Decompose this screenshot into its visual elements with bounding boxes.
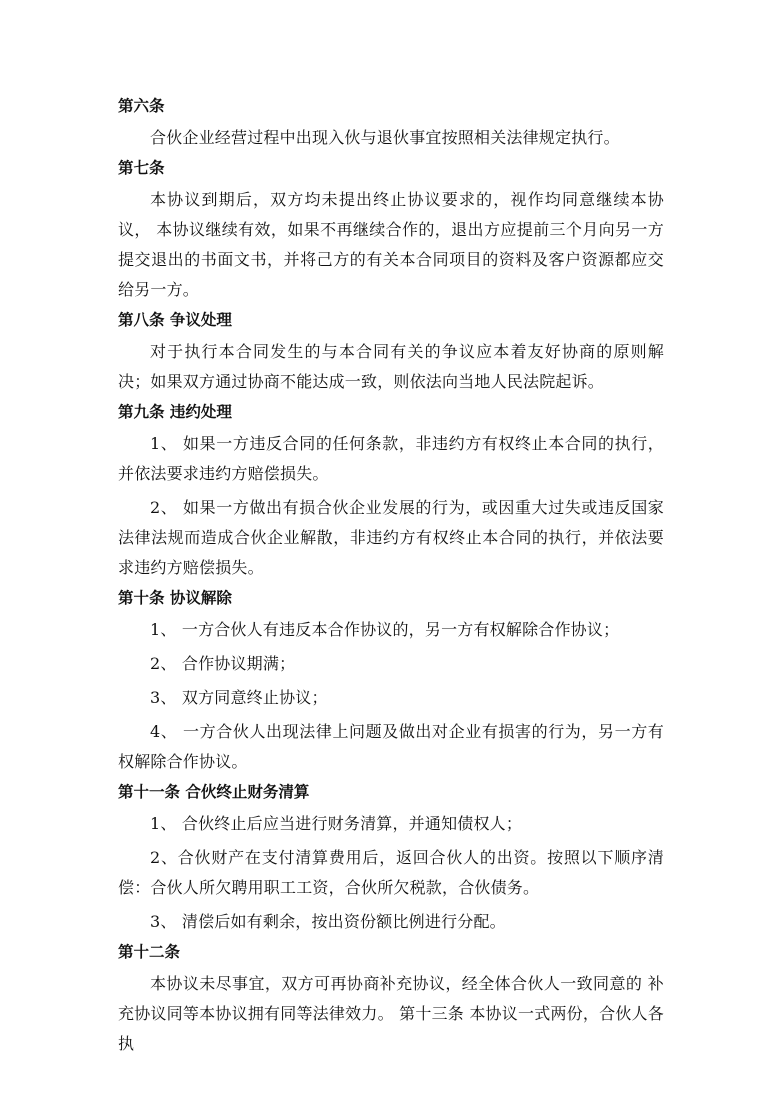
section-10-paragraph-1: 1、 一方合伙人有违反本合作协议的，另一方有权解除合作协议； bbox=[150, 620, 620, 639]
section-9-title: 第九条 违约处理 bbox=[118, 403, 232, 421]
section-10-title: 第十条 协议解除 bbox=[118, 589, 232, 607]
section-11-paragraph-1: 1、 合伙终止后应当进行财务清算，并通知债权人； bbox=[150, 814, 523, 833]
section-10-paragraph-4: 4、 一方合伙人出现法律上问题及做出对企业有损害的行为，另一方有 权解除合作协议。 bbox=[118, 722, 664, 771]
section-6-title: 第六条 bbox=[118, 97, 165, 115]
section-9-paragraph-2: 2、 如果一方做出有损合伙企业发展的行为，或因重大过失或违反国家 法律法规而造成合伙企业解散，非违约方有权终止本合同的执行，并依法要求违约方赔偿损失。 bbox=[118, 498, 664, 577]
section-11-paragraph-3: 3、 清偿后如有剩余，按出资份额比例进行分配。 bbox=[150, 912, 506, 931]
section-12-title: 第十二条 bbox=[118, 943, 181, 961]
section-12-paragraph-1: 本协议未尽事宜，双方可再协商补充协议，经全体合伙人一致同意的 补充协议同等本协议拥有同等法律效力。 第十三条 本协议一式两份，合伙人各执 bbox=[118, 974, 664, 1053]
section-10-paragraph-2: 2、 合作协议期满； bbox=[150, 654, 296, 673]
section-11-paragraph-2: 2、合伙财产在支付清算费用后，返回合伙人的出资。按照以下顺序清 偿：合伙人所欠聘用职工工资，合伙所欠税款，合伙债务。 bbox=[118, 848, 664, 897]
section-7-paragraph-1: 本协议到期后，双方均未提出终止协议要求的，视作均同意继续本协议， 本协议继续有效，如果不再继续合作的，退出方应提前三个月向另一方提交退出的书面文书，并将己方的有关本合同项目的资料及客户资源都应交给另一方。 bbox=[118, 190, 664, 299]
document-page bbox=[118, 95, 664, 1063]
section-10-paragraph-3: 3、 双方同意终止协议； bbox=[150, 688, 328, 707]
section-8-title: 第八条 争议处理 bbox=[118, 311, 232, 329]
section-9-paragraph-1: 1、 如果一方违反合同的任何条款，非违约方有权终止本合同的执行， 并依法要求违约方赔偿损失。 bbox=[118, 434, 664, 483]
section-6-paragraph-1: 合伙企业经营过程中出现入伙与退伙事宜按照相关法律规定执行。 bbox=[150, 128, 620, 147]
section-8-paragraph-1: 对于执行本合同发生的与本合同有关的争议应本着友好协商的原则解决；如果双方通过协商不能达成一致，则依法向当地人民法院起诉。 bbox=[118, 342, 664, 391]
section-7-title: 第七条 bbox=[118, 159, 165, 177]
section-11-title: 第十一条 合伙终止财务清算 bbox=[118, 783, 310, 801]
